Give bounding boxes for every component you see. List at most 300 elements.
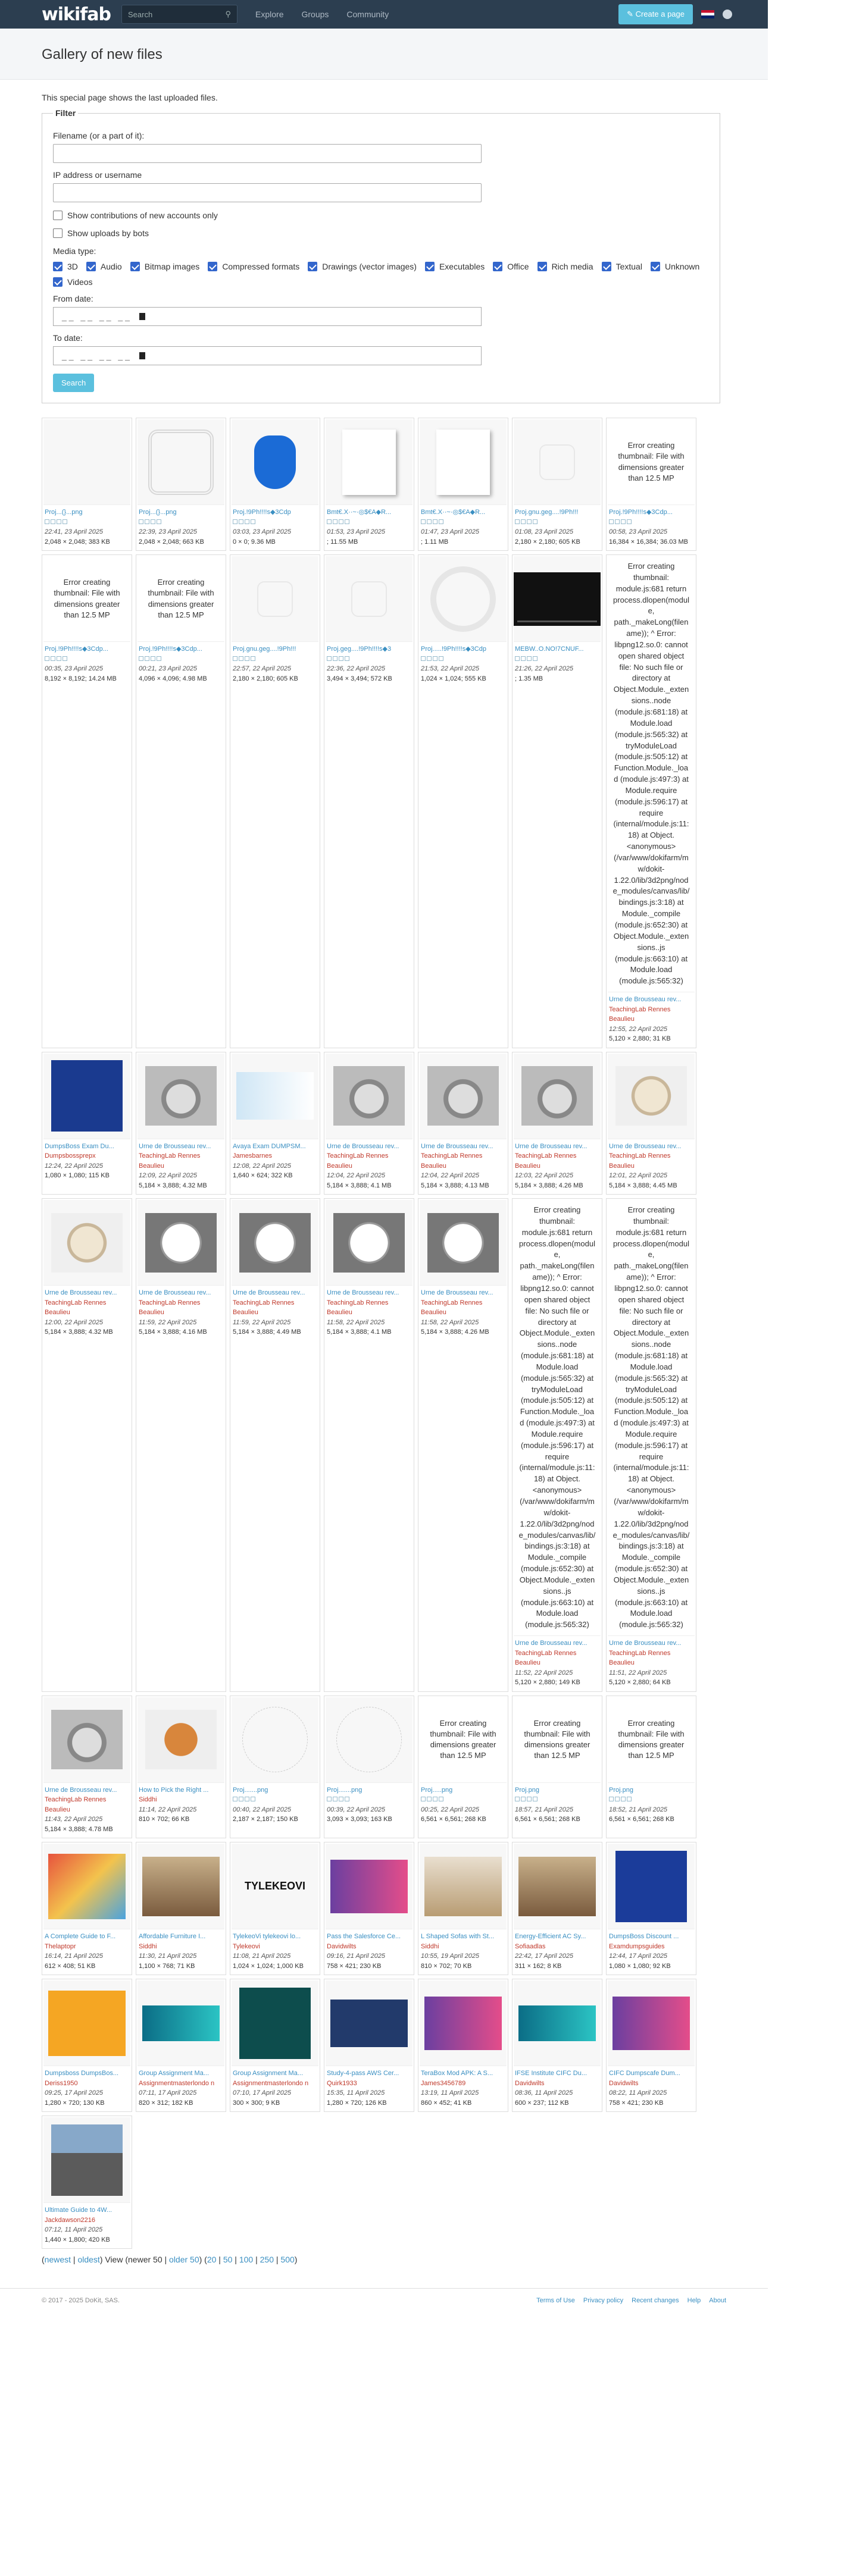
- file-thumbnail[interactable]: [608, 1844, 695, 1929]
- thumbnail-error-text[interactable]: Error creating thumbnail: File with dimensions greater than 12.5 MP: [138, 556, 224, 642]
- file-name-link[interactable]: Urne de Brousseau rev...: [139, 1289, 211, 1297]
- uploader-link[interactable]: Siddhi: [421, 1942, 439, 1950]
- file-thumbnail[interactable]: [43, 1697, 130, 1783]
- uploader-glyph-icon: [233, 656, 238, 661]
- file-thumbnail[interactable]: [138, 1844, 224, 1929]
- filename-label: Filename (or a part of it):: [53, 131, 145, 140]
- video-progress[interactable]: [517, 621, 597, 622]
- file-name-link[interactable]: Urne de Brousseau rev...: [421, 1289, 493, 1297]
- file-dimensions: 1,440 × 1,800; 420 KB: [45, 2236, 110, 2243]
- file-thumbnail[interactable]: [138, 1980, 224, 2066]
- page-size-link[interactable]: 250: [260, 2255, 274, 2265]
- uploader-icons[interactable]: [45, 654, 129, 665]
- file-name-link[interactable]: Proj.png: [515, 1786, 539, 1794]
- gallery-item: [606, 554, 696, 1048]
- thumbnail-image: [242, 1707, 308, 1772]
- media-type-checkbox[interactable]: [538, 262, 547, 271]
- file-dimensions: 6,561 × 6,561; 268 KB: [609, 1816, 674, 1823]
- uploader-glyph-icon: [251, 656, 255, 661]
- uploader-icons[interactable]: [515, 518, 599, 528]
- media-type-option[interactable]: [602, 262, 642, 271]
- file-thumbnail[interactable]: [232, 1697, 318, 1783]
- uploader-glyph-icon: [62, 656, 67, 661]
- uploader-link[interactable]: TeachingLab Rennes Beaulieu: [327, 1299, 389, 1317]
- file-thumbnail[interactable]: [514, 419, 601, 505]
- upload-date: 07:11, 17 April 2025: [139, 2089, 197, 2097]
- media-type-option[interactable]: [53, 262, 78, 271]
- uploader-glyph-icon: [521, 519, 526, 524]
- search-button[interactable]: Search: [53, 374, 94, 392]
- uploader-link[interactable]: TeachingLab Rennes Beaulieu: [609, 1649, 671, 1667]
- page-size-link[interactable]: 500: [280, 2255, 295, 2265]
- file-name-link[interactable]: Avaya Exam DUMPSM...: [233, 1142, 306, 1150]
- file-name-link[interactable]: Proj...(}...png: [139, 509, 177, 516]
- file-caption: [43, 642, 130, 686]
- file-name-link[interactable]: Group Assignment Ma...: [139, 2070, 209, 2077]
- thumbnail-image: [612, 1997, 690, 2050]
- file-thumbnail[interactable]: [420, 556, 507, 642]
- gallery-item: [42, 1979, 132, 2112]
- thumbnail-error-text[interactable]: Error creating thumbnail: File with dimensions greater than 12.5 MP: [608, 1697, 695, 1783]
- uploader-glyph-icon: [233, 1797, 238, 1801]
- uploader-link[interactable]: TeachingLab Rennes Beaulieu: [327, 1152, 389, 1170]
- file-thumbnail[interactable]: [326, 556, 412, 642]
- uploader-link[interactable]: TeachingLab Rennes Beaulieu: [233, 1299, 295, 1317]
- nav-community[interactable]: Community: [346, 10, 389, 19]
- gallery-item: [42, 2116, 132, 2249]
- file-name-link[interactable]: Ultimate Guide to 4W...: [45, 2207, 112, 2214]
- uploader-link[interactable]: Siddhi: [139, 1796, 157, 1804]
- file-thumbnail[interactable]: [326, 1844, 412, 1929]
- upload-date: 21:53, 22 April 2025: [421, 665, 480, 672]
- thumbnail-error-text[interactable]: Error creating thumbnail: module.js:681 return process.dlopen(module, path._makeLong(filename)); ^ Error: libpng12.so.0: cannot open shared object file: No such file or directory at Object.Module._extensions..node (module.js:681:18) at Module.load (module.js:565:32) at tryModuleLoad (module.js:505:12) at Function.Module._load (module.js:497:3) at Module.require (module.js:596:17) at require (internal/module.js:11:18) at Object.<anonymous> (/var/www/dokifarm/mw/dokit-1.22.0/lib/3d2png/node_modules/canvas/lib/bindings.js:3:18) at Module._compile (module.js:652:30) at Object.Module._extensions..js (module.js:663:10) at Module.load (module.js:565:32): [608, 556, 695, 992]
- file-name-link[interactable]: Urne de Brousseau rev...: [139, 1142, 211, 1150]
- thumbnail-image: [236, 1072, 314, 1120]
- oldest-link[interactable]: oldest: [77, 2255, 100, 2265]
- search-input[interactable]: [121, 5, 238, 24]
- file-caption: [514, 2066, 601, 2110]
- video-player: [514, 572, 601, 626]
- file-dimensions: 1,080 × 1,080; 115 KB: [45, 1172, 110, 1180]
- file-thumbnail[interactable]: [326, 1054, 412, 1139]
- file-thumbnail[interactable]: [232, 419, 318, 505]
- uploader-glyph-icon: [527, 656, 532, 661]
- file-thumbnail[interactable]: [43, 1844, 130, 1929]
- file-thumbnail[interactable]: [138, 1697, 224, 1783]
- uploader-icons[interactable]: [45, 518, 129, 528]
- file-thumbnail[interactable]: [232, 1200, 318, 1286]
- uploader-glyph-icon: [533, 656, 538, 661]
- file-thumbnail[interactable]: [608, 1980, 695, 2066]
- file-name-link[interactable]: A Complete Guide to F...: [45, 1933, 116, 1941]
- uploader-icons[interactable]: [327, 518, 411, 528]
- file-dimensions: 5,184 × 3,888; 4.32 MB: [139, 1182, 207, 1189]
- gallery-item: [512, 1979, 602, 2112]
- file-name-link[interactable]: Urne de Brousseau rev...: [45, 1786, 117, 1794]
- uploader-glyph-icon: [609, 519, 614, 524]
- uploader-link[interactable]: TeachingLab Rennes Beaulieu: [609, 1152, 671, 1170]
- file-thumbnail[interactable]: [420, 1200, 507, 1286]
- gallery-item: [136, 1052, 226, 1195]
- clear-date-icon[interactable]: [139, 352, 145, 359]
- media-type-label: Audio: [100, 262, 122, 271]
- ip-input[interactable]: [53, 183, 482, 202]
- page-size-link[interactable]: 100: [239, 2255, 254, 2265]
- file-thumbnail[interactable]: [608, 1054, 695, 1139]
- media-type-checkbox[interactable]: [86, 262, 96, 271]
- media-type-option[interactable]: [86, 262, 122, 271]
- file-thumbnail[interactable]: [514, 1844, 601, 1929]
- uploader-icons[interactable]: [139, 654, 223, 665]
- media-type-option[interactable]: [308, 262, 417, 271]
- file-caption: [326, 2066, 412, 2110]
- file-caption: [138, 1139, 224, 1193]
- uploader-icons[interactable]: [609, 1795, 693, 1805]
- file-thumbnail[interactable]: [326, 1980, 412, 2066]
- gallery-item: [418, 1198, 508, 1692]
- file-name-link[interactable]: Urne de Brousseau rev...: [609, 996, 682, 1004]
- uploader-glyph-icon: [627, 519, 632, 524]
- upload-date: 07:12, 11 April 2025: [45, 2226, 103, 2234]
- gallery-item: [512, 1842, 602, 1975]
- from-date-input[interactable]: [53, 307, 482, 326]
- media-type-checkbox[interactable]: [53, 262, 62, 271]
- media-type-checkbox[interactable]: [602, 262, 611, 271]
- uploader-icons[interactable]: [139, 518, 223, 528]
- media-type-option[interactable]: [425, 262, 485, 271]
- file-name-link[interactable]: Proj...(}...png: [45, 509, 83, 516]
- thumbnail-image: [427, 1066, 499, 1126]
- file-name-link[interactable]: Urne de Brousseau rev...: [327, 1289, 399, 1297]
- nav-explore[interactable]: Explore: [255, 10, 284, 19]
- uploader-glyph-icon: [433, 1797, 438, 1801]
- file-caption: [232, 1929, 318, 1973]
- gallery-item: [606, 1979, 696, 2112]
- uploader-link[interactable]: Jackdawson2216: [45, 2216, 96, 2224]
- uploader-link[interactable]: TeachingLab Rennes Beaulieu: [421, 1299, 483, 1317]
- thumbnail-image: [239, 1213, 311, 1273]
- file-name-link[interactable]: Proj.......png: [233, 1786, 268, 1794]
- file-name-link[interactable]: IFSE Institute CIFC Du...: [515, 2070, 588, 2077]
- footer-link[interactable]: Privacy policy: [583, 2297, 624, 2305]
- gallery-item: [136, 1979, 226, 2112]
- thumbnail-error-text[interactable]: Error creating thumbnail: module.js:681 return process.dlopen(module, path._makeLong(filename)); ^ Error: libpng12.so.0: cannot open shared object file: No such file or directory at Object.Module._extensions..node (module.js:681:18) at Module.load (module.js:565:32) at tryModuleLoad (module.js:505:12) at Function.Module._load (module.js:497:3) at Module.require (module.js:596:17) at require (internal/module.js:11:18) at Object.<anonymous> (/var/www/dokifarm/mw/dokit-1.22.0/lib/3d2png/node_modules/canvas/lib/bindings.js:3:18) at Module._compile (module.js:652:30) at Object.Module._extensions..js (module.js:663:10) at Module.load (module.js:565:32): [608, 1200, 695, 1636]
- page-size-link[interactable]: 50: [223, 2255, 233, 2265]
- file-caption: [43, 1139, 130, 1183]
- footer-link[interactable]: About: [709, 2297, 726, 2305]
- gallery-item: [42, 418, 132, 551]
- file-dimensions: 1,280 × 720; 130 KB: [45, 2099, 105, 2107]
- media-type-option[interactable]: [53, 277, 93, 287]
- file-name-link[interactable]: Proj.gnu.geg....!9Ph!!!: [233, 645, 296, 653]
- file-name-link[interactable]: Proj.!9Ph!!!!s◆3Cdp...: [609, 509, 673, 516]
- file-name-link[interactable]: Pass the Salesforce Ce...: [327, 1933, 401, 1941]
- file-thumbnail[interactable]: [420, 1980, 507, 2066]
- file-name-link[interactable]: Urne de Brousseau rev...: [421, 1142, 493, 1150]
- older-link[interactable]: older 50: [169, 2255, 199, 2265]
- media-type-option[interactable]: [493, 262, 529, 271]
- uploader-icons[interactable]: [609, 518, 693, 528]
- file-name-link[interactable]: Proj.....png: [421, 1786, 453, 1794]
- media-type-checkbox[interactable]: [208, 262, 217, 271]
- upload-date: 11:43, 22 April 2025: [45, 1816, 103, 1823]
- gallery-item: [418, 418, 508, 551]
- uploader-link[interactable]: Tylekeovi: [233, 1942, 260, 1950]
- file-name-link[interactable]: DumpsBoss Discount ...: [609, 1933, 679, 1941]
- to-date-input[interactable]: [53, 346, 482, 365]
- uploader-icons[interactable]: [327, 654, 411, 665]
- file-thumbnail[interactable]: [232, 1844, 318, 1929]
- file-caption: [138, 1929, 224, 1973]
- file-thumbnail[interactable]: [326, 419, 412, 505]
- thumbnail-image: [142, 1857, 220, 1916]
- uploader-link[interactable]: Sofiaadlas: [515, 1942, 546, 1950]
- thumbnail-image: [427, 1213, 499, 1273]
- uploader-link[interactable]: TeachingLab Rennes Beaulieu: [139, 1299, 201, 1317]
- gallery-item: [512, 1198, 602, 1692]
- upload-date: 11:59, 22 April 2025: [139, 1318, 197, 1326]
- uploader-icons[interactable]: [233, 654, 317, 665]
- uploader-link[interactable]: Assignmentmasterlondo n: [139, 2079, 215, 2087]
- gallery-item: [136, 1696, 226, 1839]
- file-thumbnail[interactable]: [232, 1980, 318, 2066]
- uploader-glyph-icon: [533, 1797, 538, 1801]
- uploader-icons[interactable]: [421, 1795, 505, 1805]
- file-thumbnail[interactable]: [420, 419, 507, 505]
- file-thumbnail[interactable]: [420, 1054, 507, 1139]
- file-thumbnail[interactable]: [326, 1200, 412, 1286]
- bots-checkbox-row[interactable]: [53, 228, 709, 238]
- media-type-checkbox[interactable]: [53, 277, 62, 287]
- file-thumbnail[interactable]: [138, 1054, 224, 1139]
- media-type-checkbox[interactable]: [425, 262, 435, 271]
- upload-date: 00:25, 22 April 2025: [421, 1806, 480, 1813]
- file-name-link[interactable]: Proj.....!9Ph!!!!s◆3Cdp: [421, 645, 486, 653]
- file-name-link[interactable]: MEBW..O.NO!7CNUF...: [515, 645, 584, 653]
- file-thumbnail[interactable]: [43, 1054, 130, 1139]
- file-name-link[interactable]: Study-4-pass AWS Cer...: [327, 2070, 399, 2077]
- uploader-link[interactable]: James3456789: [421, 2079, 466, 2087]
- uploader-link[interactable]: Jamesbarnes: [233, 1152, 273, 1160]
- file-caption: [514, 505, 601, 549]
- uploader-glyph-icon: [515, 519, 520, 524]
- uploader-link[interactable]: TeachingLab Rennes Beaulieu: [421, 1152, 483, 1170]
- uploader-link[interactable]: Davidwilts: [327, 1942, 357, 1950]
- file-name-link[interactable]: Bmt€.X··~·◎$€A◆R...: [327, 509, 392, 516]
- language-flag-icon[interactable]: [701, 10, 714, 18]
- file-name-link[interactable]: Urne de Brousseau rev...: [609, 1142, 682, 1150]
- file-name-link[interactable]: Proj.!9Ph!!!!s◆3Cdp: [233, 509, 291, 516]
- media-type-option[interactable]: [208, 262, 299, 271]
- file-name-link[interactable]: Bmt€.X··~·◎$€A◆R...: [421, 509, 486, 516]
- media-type-option[interactable]: [130, 262, 200, 271]
- file-name-link[interactable]: DumpsBoss Exam Du...: [45, 1142, 114, 1150]
- gallery-item: [512, 418, 602, 551]
- uploader-link[interactable]: TeachingLab Rennes Beaulieu: [515, 1152, 577, 1170]
- uploader-glyph-icon: [515, 1797, 520, 1801]
- upload-date: 08:36, 11 April 2025: [515, 2089, 573, 2097]
- file-name-link[interactable]: Urne de Brousseau rev...: [515, 1142, 588, 1150]
- gallery-item: [418, 1842, 508, 1975]
- file-dimensions: 5,120 × 2,880; 64 KB: [609, 1679, 671, 1687]
- file-thumbnail[interactable]: [138, 1200, 224, 1286]
- uploader-link[interactable]: Assignmentmasterlondo n: [233, 2079, 309, 2087]
- file-thumbnail[interactable]: [138, 419, 224, 505]
- file-name-link[interactable]: Energy-Efficient AC Sy...: [515, 1933, 586, 1941]
- page-size-link[interactable]: 20: [207, 2255, 217, 2265]
- file-name-link[interactable]: Proj.!9Ph!!!!s◆3Cdp...: [45, 645, 108, 653]
- thumbnail-image: [615, 1851, 687, 1922]
- gallery-item: [606, 1696, 696, 1839]
- media-type-checkbox[interactable]: [130, 262, 140, 271]
- thumbnail-image: [257, 581, 293, 617]
- uploader-link[interactable]: TeachingLab Rennes Beaulieu: [609, 1005, 671, 1023]
- uploader-link[interactable]: Deriss1950: [45, 2079, 78, 2087]
- uploader-link[interactable]: TeachingLab Rennes Beaulieu: [45, 1299, 107, 1317]
- uploader-link[interactable]: TeachingLab Rennes Beaulieu: [515, 1649, 577, 1667]
- gallery-item: [324, 1842, 414, 1975]
- uploader-icons[interactable]: [327, 1795, 411, 1805]
- uploader-icons[interactable]: [233, 1795, 317, 1805]
- file-name-link[interactable]: Proj.gnu.geg....!9Ph!!!: [515, 509, 579, 516]
- thumbnail-image: [539, 444, 575, 480]
- file-thumbnail[interactable]: [420, 1844, 507, 1929]
- file-dimensions: 3,093 × 3,093; 163 KB: [327, 1816, 392, 1823]
- file-thumbnail[interactable]: [43, 2117, 130, 2203]
- file-name-link[interactable]: Dumpsboss DumpsBos...: [45, 2070, 119, 2077]
- file-caption: [420, 2066, 507, 2110]
- file-caption: [138, 642, 224, 686]
- uploader-icons[interactable]: [233, 518, 317, 528]
- file-dimensions: 5,184 × 3,888; 4.26 MB: [421, 1328, 489, 1336]
- file-name-link[interactable]: Group Assignment Ma...: [233, 2070, 303, 2077]
- thumbnail-image: [333, 1213, 405, 1273]
- media-type-checkbox[interactable]: [308, 262, 317, 271]
- file-thumbnail[interactable]: [232, 556, 318, 642]
- file-name-link[interactable]: Urne de Brousseau rev...: [515, 1640, 588, 1647]
- upload-date: 22:41, 23 April 2025: [45, 528, 104, 535]
- uploader-link[interactable]: Examdumpsguides: [609, 1942, 665, 1950]
- footer-link[interactable]: Help: [687, 2297, 701, 2305]
- file-name-link[interactable]: Proj.geg....!9Ph!!!!s◆3: [327, 645, 392, 653]
- file-name-link[interactable]: Urne de Brousseau rev...: [327, 1142, 399, 1150]
- file-thumbnail[interactable]: [43, 1980, 130, 2066]
- upload-date: 00:35, 23 April 2025: [45, 665, 104, 672]
- site-logo[interactable]: wikifab: [42, 4, 111, 25]
- file-thumbnail[interactable]: [326, 1697, 412, 1783]
- uploader-glyph-icon: [339, 1797, 343, 1801]
- search-placeholder: Search: [128, 10, 153, 19]
- file-name-link[interactable]: CIFC Dumpscafe Dum...: [609, 2070, 680, 2077]
- file-dimensions: ; 1.35 MB: [515, 675, 543, 682]
- uploader-icons[interactable]: [515, 654, 599, 665]
- uploader-glyph-icon: [527, 1797, 532, 1801]
- uploader-link[interactable]: TeachingLab Rennes Beaulieu: [45, 1796, 107, 1813]
- footer-link[interactable]: Terms of Use: [536, 2297, 575, 2305]
- uploader-link[interactable]: Davidwilts: [515, 2079, 545, 2087]
- media-type-option[interactable]: [651, 262, 699, 271]
- media-type-option[interactable]: [538, 262, 593, 271]
- file-caption: [326, 505, 412, 549]
- thumbnail-error-text[interactable]: Error creating thumbnail: module.js:681 return process.dlopen(module, path._makeLong(filename)); ^ Error: libpng12.so.0: cannot open shared object file: No such file or directory at Object.Module._extensions..node (module.js:681:18) at Module.load (module.js:565:32) at tryModuleLoad (module.js:505:12) at Function.Module._load (module.js:497:3) at Module.require (module.js:596:17) at require (internal/module.js:11:18) at Object.<anonymous> (/var/www/dokifarm/mw/dokit-1.22.0/lib/3d2png/node_modules/canvas/lib/bindings.js:3:18) at Module._compile (module.js:652:30) at Object.Module._extensions..js (module.js:663:10) at Module.load (module.js:565:32): [514, 1200, 601, 1636]
- uploader-link[interactable]: Quirk1933: [327, 2079, 357, 2087]
- create-page-button[interactable]: [618, 4, 693, 24]
- media-type-checkbox[interactable]: [493, 262, 502, 271]
- filename-input[interactable]: [53, 144, 482, 163]
- newest-link[interactable]: newest: [44, 2255, 71, 2265]
- uploader-link[interactable]: TeachingLab Rennes Beaulieu: [139, 1152, 201, 1170]
- uploader-link[interactable]: Davidwilts: [609, 2079, 639, 2087]
- thumbnail-image: [336, 1707, 402, 1772]
- thumbnail-image: [145, 1066, 217, 1126]
- file-thumbnail[interactable]: [43, 419, 130, 505]
- file-thumbnail[interactable]: [514, 556, 601, 642]
- uploader-link[interactable]: Siddhi: [139, 1942, 157, 1950]
- file-name-link[interactable]: TylekeoVi tylekeovi lo...: [233, 1933, 301, 1941]
- file-name-link[interactable]: L Shaped Sofas with St...: [421, 1933, 495, 1941]
- user-icon[interactable]: [723, 10, 732, 19]
- media-type-checkbox[interactable]: [651, 262, 660, 271]
- uploader-link[interactable]: Thelaptopr: [45, 1942, 76, 1950]
- bots-checkbox[interactable]: [53, 228, 62, 238]
- thumbnail-error-text[interactable]: Error creating thumbnail: File with dimensions greater than 12.5 MP: [420, 1697, 507, 1783]
- file-thumbnail[interactable]: [232, 1054, 318, 1139]
- media-type-label: Executables: [439, 262, 485, 271]
- file-name-link[interactable]: Proj.......png: [327, 1786, 362, 1794]
- file-thumbnail[interactable]: [514, 1980, 601, 2066]
- file-name-link[interactable]: TeraBox Mod APK: A S...: [421, 2070, 493, 2077]
- thumbnail-image: [518, 1857, 596, 1916]
- file-thumbnail[interactable]: [514, 1054, 601, 1139]
- file-name-link[interactable]: Urne de Brousseau rev...: [45, 1289, 117, 1297]
- file-name-link[interactable]: Proj.!9Ph!!!!s◆3Cdp...: [139, 645, 202, 653]
- thumbnail-error-text[interactable]: Error creating thumbnail: File with dimensions greater than 12.5 MP: [514, 1697, 601, 1783]
- file-name-link[interactable]: Urne de Brousseau rev...: [233, 1289, 305, 1297]
- file-name-link[interactable]: Urne de Brousseau rev...: [609, 1640, 682, 1647]
- nav-groups[interactable]: Groups: [301, 10, 329, 19]
- clear-date-icon[interactable]: [139, 313, 145, 320]
- new-accounts-checkbox[interactable]: [53, 211, 62, 220]
- file-caption: [420, 1286, 507, 1340]
- uploader-icons[interactable]: [421, 518, 505, 528]
- file-thumbnail[interactable]: [43, 1200, 130, 1286]
- gallery-item: [418, 1979, 508, 2112]
- file-name-link[interactable]: How to Pick the Right ...: [139, 1786, 209, 1794]
- uploader-link[interactable]: Dumpsbossprepx: [45, 1152, 96, 1160]
- to-date-placeholder: __ __ __ __: [62, 351, 132, 361]
- file-name-link[interactable]: Affordable Furniture I...: [139, 1933, 206, 1941]
- upload-date: 12:24, 22 April 2025: [45, 1162, 104, 1170]
- uploader-glyph-icon: [521, 1797, 526, 1801]
- file-name-link[interactable]: Proj.png: [609, 1786, 633, 1794]
- file-caption: [326, 1783, 412, 1827]
- thumbnail-error-text[interactable]: Error creating thumbnail: File with dimensions greater than 12.5 MP: [43, 556, 130, 642]
- from-date-label: From date:: [53, 294, 93, 303]
- thumbnail-image: [145, 1710, 217, 1769]
- footer-link[interactable]: Recent changes: [632, 2297, 679, 2305]
- gallery-item: [42, 1842, 132, 1975]
- thumbnail-image: [615, 1066, 687, 1126]
- media-type-label: Drawings (vector images): [322, 262, 417, 271]
- search-icon[interactable]: ⚲: [225, 10, 232, 18]
- thumbnail-error-text[interactable]: Error creating thumbnail: File with dimensions greater than 12.5 MP: [608, 419, 695, 505]
- upload-date: 11:08, 21 April 2025: [233, 1953, 291, 1960]
- new-accounts-checkbox-row[interactable]: [53, 211, 709, 220]
- file-caption: [514, 1929, 601, 1973]
- file-caption: [43, 1783, 130, 1837]
- uploader-icons[interactable]: [515, 1795, 599, 1805]
- uploader-icons[interactable]: [421, 654, 505, 665]
